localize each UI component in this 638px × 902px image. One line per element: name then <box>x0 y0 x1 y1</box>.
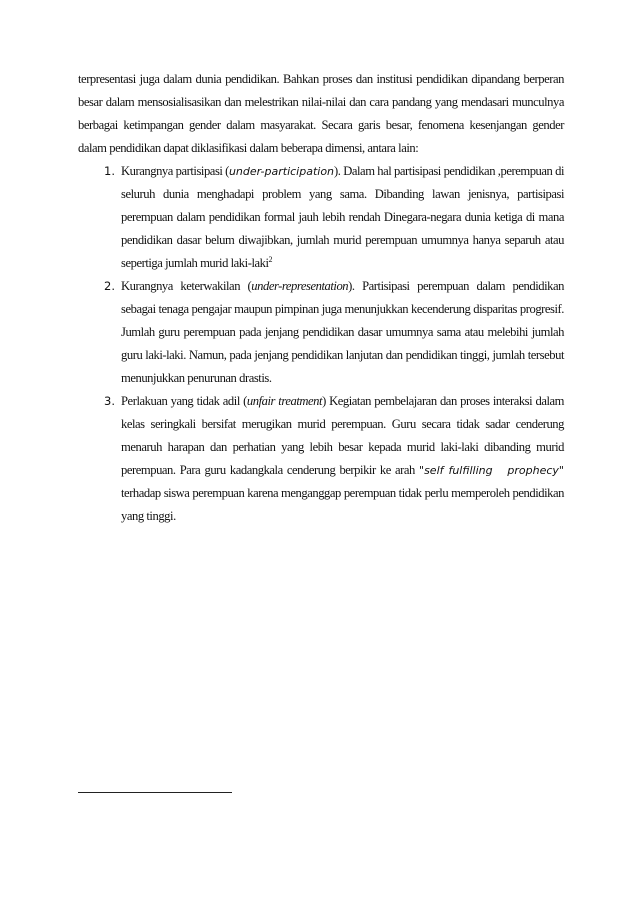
list-item-number: 2. <box>104 279 115 293</box>
list-item-lead: Kurangnya partisipasi ( <box>121 164 229 178</box>
list-item-term: under-representation <box>251 279 349 293</box>
list-item-term: unfair treatment <box>246 394 323 408</box>
footnote-separator <box>78 792 232 793</box>
list-item-lead: Perlakuan yang tidak adil ( <box>121 394 247 408</box>
list-item-body-end: terhadap siswa perempuan karena menganggap perempuan tidak perlu memperoleh pendidikan yang tinggi. <box>121 486 564 523</box>
intro-paragraph: terpresentasi juga dalam dunia pendidikan. Bahkan proses dan institusi pendidikan dipandang berperan besar dalam mensosialisasikan dan melestrikan nilai-nilai dan cara pandang yang mendasari munculnya berbagai ketimpangan gender dalam masyarakat. Secara garis besar, fenomena kesenjangan gender dalam pendidikan dapat diklasifikasi dalam beberapa dimensi, antara lain: <box>78 72 564 155</box>
list-item-number: 1. <box>104 164 115 178</box>
self-fulfilling-prophecy-quote: "self fulfilling prophecy" <box>419 464 564 477</box>
gender-gap-dimension-list <box>78 160 564 528</box>
list-item-body: ) Kegiatan pembelajaran dan proses interaksi dalam kelas seringkali bersifat merugikan murid perempuan. Guru secara tidak sadar cenderung menaruh harapan dan perhatian yang lebih besar kepada murid laki-laki dibanding murid perempuan. Para guru kadangkala cenderung berpikir ke arah <box>121 394 564 477</box>
list-item-lead: Kurangnya keterwakilan ( <box>121 279 252 293</box>
list-item-under-participation <box>78 160 564 275</box>
list-item-number: 3. <box>104 394 115 408</box>
list-item-under-representation <box>78 275 564 390</box>
list-item-unfair-treatment <box>78 390 564 528</box>
list-item-body: ). Partisipasi perempuan dalam pendidikan sebagai tenaga pengajar maupun pimpinan juga menunjukkan kecenderung disparitas progresif. Jumlah guru perempuan pada jenjang pendidikan dasar umumnya sama atau melebihi jumlah guru laki-laki. Namun, pada jenjang pendidikan lanjutan dan pendidikan tinggi, jumlah tersebut menunjukkan penurunan drastis. <box>121 279 564 385</box>
footnote-reference[interactable]: 2 <box>268 254 273 264</box>
list-item-term: under-participation <box>228 165 335 178</box>
list-item-body: ). Dalam hal partisipasi pendidikan ,perempuan di seluruh dunia menghadapi problem yang sama. Dibanding lawan jenisnya, partisipasi perempuan dalam pendidikan formal jauh lebih rendah Dinegara-negara dunia ketiga di mana pendidikan dasar belum diwajibkan, jumlah murid perempuan umumnya hanya separuh atau sepertiga jumlah murid laki-laki <box>121 164 564 270</box>
